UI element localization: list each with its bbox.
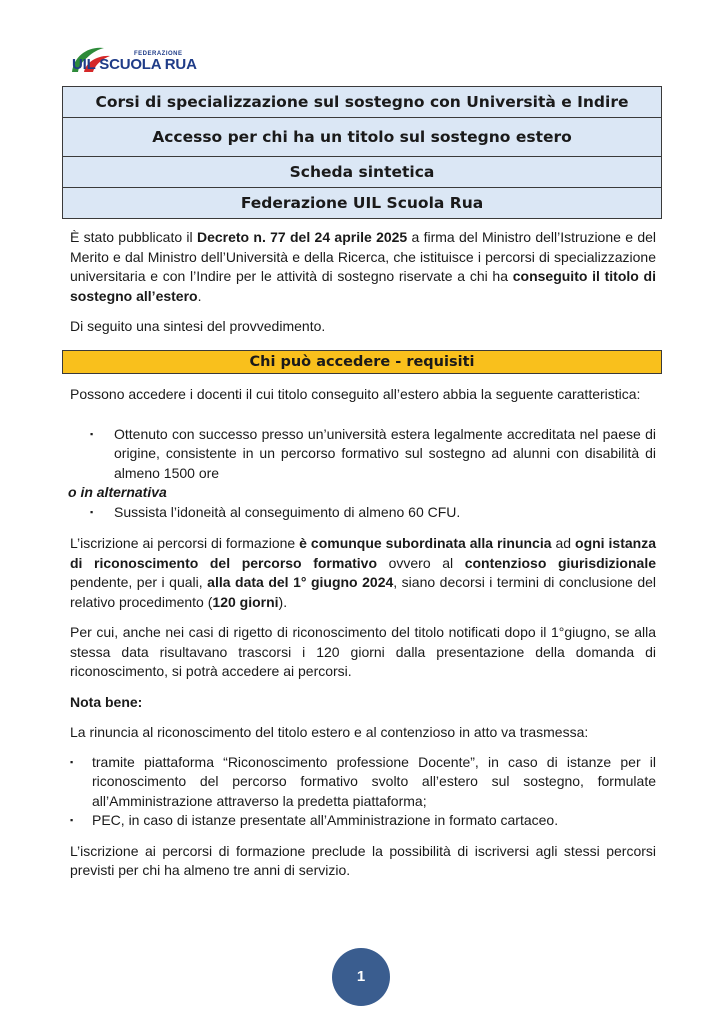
alternativa-label: o in alternativa xyxy=(68,484,167,500)
trasmissione-list xyxy=(70,753,656,831)
decreto-ref: Decreto n. 77 del 24 aprile 2025 xyxy=(196,229,408,245)
section-title-requisiti: Chi può accedere - requisiti xyxy=(62,350,662,374)
trasmissione-pec: PEC, in caso di istanze presentate all’Amministrazione in formato cartaceo. xyxy=(92,812,559,828)
header-subtitle: Accesso per chi ha un titolo sul sostegno estero xyxy=(63,118,662,157)
intro-paragraph xyxy=(70,228,656,306)
logo-main-text: UIL SCUOLA RUA xyxy=(72,56,197,73)
iscr-bold-2: ogni istanza di riconoscimento del percorso formativo xyxy=(70,535,657,571)
requisiti-intro: Possono accedere i docenti il cui titolo conseguito all’estero abbia la seguente caratteristica: xyxy=(70,386,641,402)
header-scheda: Scheda sintetica xyxy=(63,157,662,188)
iscr-bold-3: contenzioso giurisdizionale xyxy=(464,554,656,571)
iscr-text-6: ). xyxy=(278,593,288,610)
header-table xyxy=(62,86,662,219)
iscr-text-3: ovvero al xyxy=(377,554,465,571)
header-title: Corsi di specializzazione sul sostegno con Università e Indire xyxy=(63,87,662,118)
sintesi-line: Di seguito una sintesi del provvedimento. xyxy=(70,318,326,334)
uil-logo xyxy=(68,42,208,82)
iscr-bold-5: 120 giorni xyxy=(212,593,279,610)
header-federazione: Federazione UIL Scuola Rua xyxy=(63,188,662,219)
square-bullet-icon: ▪ xyxy=(90,506,94,517)
intro-text-3: . xyxy=(197,287,202,304)
requisiti-list-2 xyxy=(90,503,656,523)
page-number-badge: 1 xyxy=(332,948,390,1006)
intro-block xyxy=(70,228,656,337)
rinuncia-paragraph: La rinuncia al riconoscimento del titolo estero e al contenzioso in atto va trasmessa: xyxy=(70,724,589,740)
iscr-text-4: pendente, per i quali, xyxy=(70,574,208,590)
iscr-text-2: ad xyxy=(551,535,576,551)
preclude-paragraph: L’iscrizione ai percorsi di formazione preclude la possibilità di iscriversi agli stessi percorsi previsti per chi ha almeno tre anni di servizio. xyxy=(70,842,656,878)
iscrizione-paragraph xyxy=(70,534,656,612)
logo-federazione-text: FEDERAZIONE xyxy=(134,51,183,57)
rigetto-paragraph: Per cui, anche nei casi di rigetto di riconoscimento del titolo notificati dopo il 1°giugno, se alla stessa data risultavano trascorsi i 120 giorni dalla presentazione della domanda di riconoscimento, si potrà accedere ai percorsi. xyxy=(70,624,656,679)
square-bullet-icon: ▪ xyxy=(70,756,74,767)
requisito-cfu: Sussista l’idoneità al conseguimento di almeno 60 CFU. xyxy=(114,503,461,520)
list-item xyxy=(70,811,656,831)
square-bullet-icon: ▪ xyxy=(90,428,94,439)
iscr-text-5: , siano decorsi i termini di conclusione del relativo procedimento ( xyxy=(70,574,656,610)
nota-bene-heading: Nota bene: xyxy=(70,693,143,710)
list-item xyxy=(70,753,656,812)
iscr-bold-4: alla data del 1° giugno 2024 xyxy=(207,574,394,590)
list-item xyxy=(90,425,656,484)
iscr-text-1: L’iscrizione ai percorsi di formazione xyxy=(70,535,300,551)
titolo-estero-emphasis: conseguito il titolo di sostegno all’estero xyxy=(70,268,657,304)
trasmissione-piattaforma: tramite piattaforma “Riconoscimento professione Docente”, in caso di istanze per il riconoscimento del percorso formativo svolto all’estero sul sostegno, formulate all’Amministrazione attraverso la predetta piattaforma; xyxy=(92,753,656,809)
intro-text-1: È stato pubblicato il xyxy=(70,229,197,245)
iscr-bold-1: è comunque subordinata alla rinuncia xyxy=(299,535,552,551)
requisiti-block xyxy=(70,385,656,881)
square-bullet-icon: ▪ xyxy=(70,815,74,825)
list-item xyxy=(90,503,656,523)
requisito-1000-ore: Ottenuto con successo presso un’università estera legalmente accreditata nel paese di origine, consistente in un percorso formativo sul sostegno ad alunni con disabilità di almeno 1500 ore xyxy=(114,425,656,481)
requisiti-list xyxy=(90,425,656,484)
intro-text-2: a firma del Ministro dell’Istruzione e del Merito e dal Ministro dell’Università e della Ricerca, che istituisce i percorsi di specializzazione universitaria e con l’Indire per le attività di sostegno riservate a chi ha xyxy=(70,229,656,284)
